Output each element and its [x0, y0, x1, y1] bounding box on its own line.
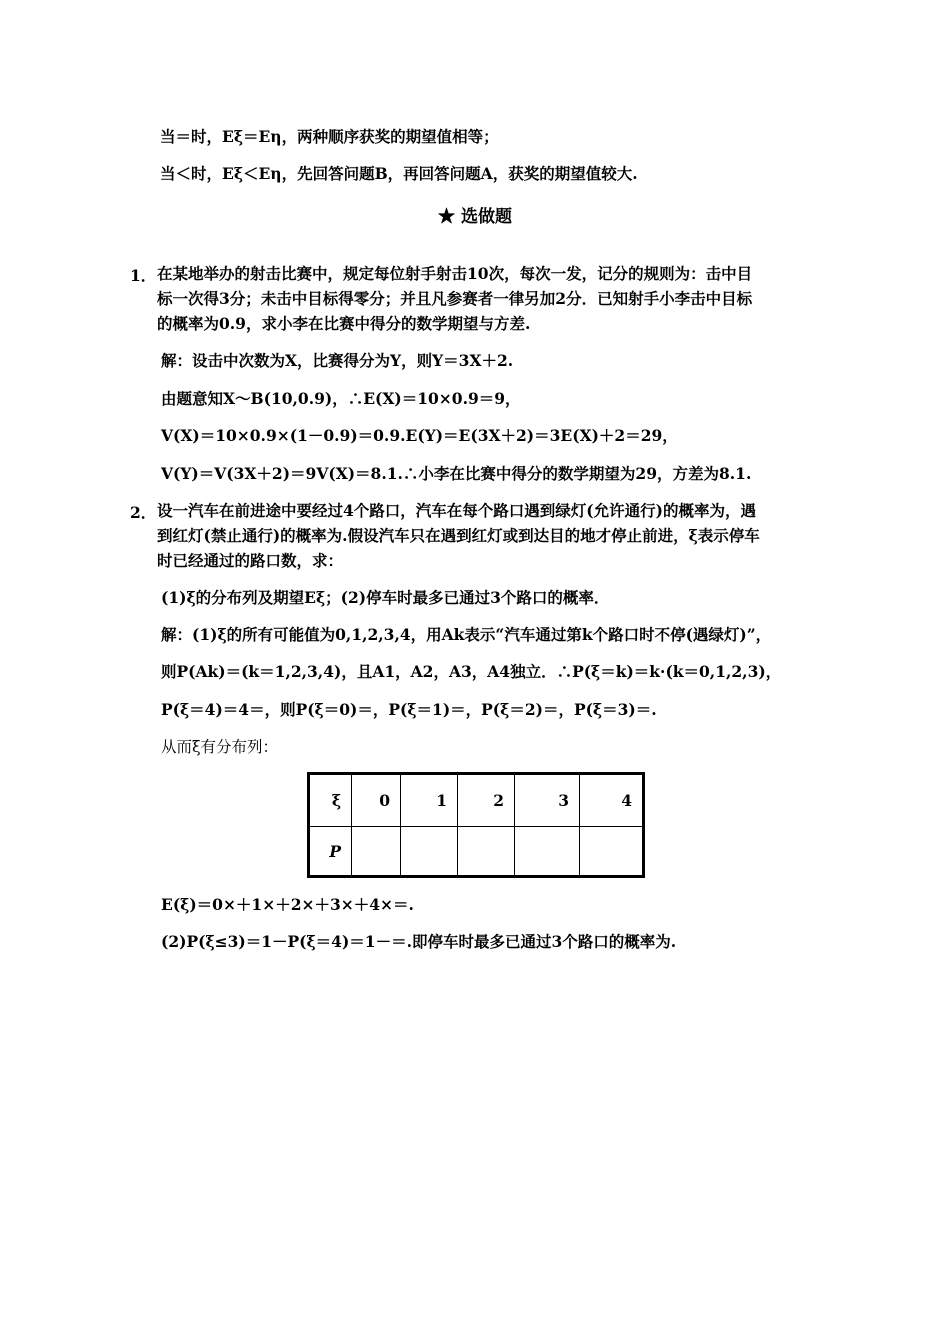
- table-cell: [515, 827, 580, 877]
- problem-text: 标一次得3分；未击中目标得零分；并且凡参赛者一律另加2分．已知射手小李击中目标: [157, 289, 753, 308]
- table-cell: 4: [580, 774, 644, 827]
- solution-line: 解：(1)ξ的所有可能值为0,1,2,3,4，用Ak表示“汽车通过第k个路口时不停(遇绿灯)”，: [161, 625, 772, 644]
- table-cell: [458, 827, 515, 877]
- table-cell: [580, 827, 644, 877]
- table-header-row: [309, 774, 644, 827]
- section-title: ★ 选做题: [438, 207, 512, 227]
- part2-line: (2)P(ξ≤3)＝1－P(ξ＝4)＝1－＝.即停车时最多已通过3个路口的概率为.: [161, 932, 677, 951]
- problem-text: 时已经通过的路口数，求：: [157, 551, 344, 570]
- table-row: [309, 827, 644, 877]
- table-cell: [401, 827, 458, 877]
- text-line: 当＜时，Eξ＜Eη，先回答问题B，再回答问题A，获奖的期望值较大.: [160, 164, 638, 183]
- solution-line: 由题意知X～B(10,0.9)，∴E(X)＝10×0.9＝9，: [161, 389, 521, 408]
- solution-line: 则P(Ak)＝(k＝1,2,3,4)，且A1，A2，A3，A4独立．∴P(ξ＝k)＝k·(k＝0,1,2,3)，: [161, 662, 782, 681]
- problem-text: 设一汽车在前进途中要经过4个路口，汽车在每个路口遇到绿灯(允许通行)的概率为，遇: [157, 501, 756, 520]
- text-line: 当＝时，Eξ＝Eη，两种顺序获奖的期望值相等；: [160, 127, 499, 146]
- problem-text: 到红灯(禁止通行)的概率为.假设汽车只在遇到红灯或到达目的地才停止前进，ξ表示停车: [157, 526, 760, 545]
- solution-line: V(X)＝10×0.9×(1－0.9)＝0.9.E(Y)＝E(3X＋2)＝3E(X)＋2＝29，: [161, 426, 678, 445]
- question-line: (1)ξ的分布列及期望Eξ；(2)停车时最多已通过3个路口的概率．: [161, 588, 610, 607]
- solution-line: 解：设击中次数为X，比赛得分为Y，则Y＝3X＋2.: [161, 351, 514, 370]
- problem-text: 的概率为0.9，求小李在比赛中得分的数学期望与方差.: [157, 314, 531, 333]
- table-cell: [352, 827, 401, 877]
- solution-line: P(ξ＝4)＝4＝，则P(ξ＝0)＝，P(ξ＝1)＝，P(ξ＝2)＝，P(ξ＝3)＝.: [161, 700, 657, 719]
- table-cell: P: [309, 827, 352, 877]
- expectation-line: E(ξ)＝0×＋1×＋2×＋3×＋4×＝.: [161, 895, 414, 914]
- problem-text: 在某地举办的射击比赛中，规定每位射手射击10次，每次一发，记分的规则为：击中目: [157, 264, 753, 283]
- problem-number: 1．: [130, 266, 157, 285]
- table-cell: 3: [515, 774, 580, 827]
- table-cell: 1: [401, 774, 458, 827]
- table-cell: ξ: [309, 774, 352, 827]
- table-cell: 0: [352, 774, 401, 827]
- table-cell: 2: [458, 774, 515, 827]
- solution-line: V(Y)＝V(3X＋2)＝9V(X)＝8.1.∴小李在比赛中得分的数学期望为29，方差为8.1.: [161, 464, 752, 483]
- distribution-intro: 从而ξ有分布列：: [161, 738, 279, 756]
- problem-number: 2．: [130, 503, 157, 522]
- distribution-table: [307, 772, 645, 878]
